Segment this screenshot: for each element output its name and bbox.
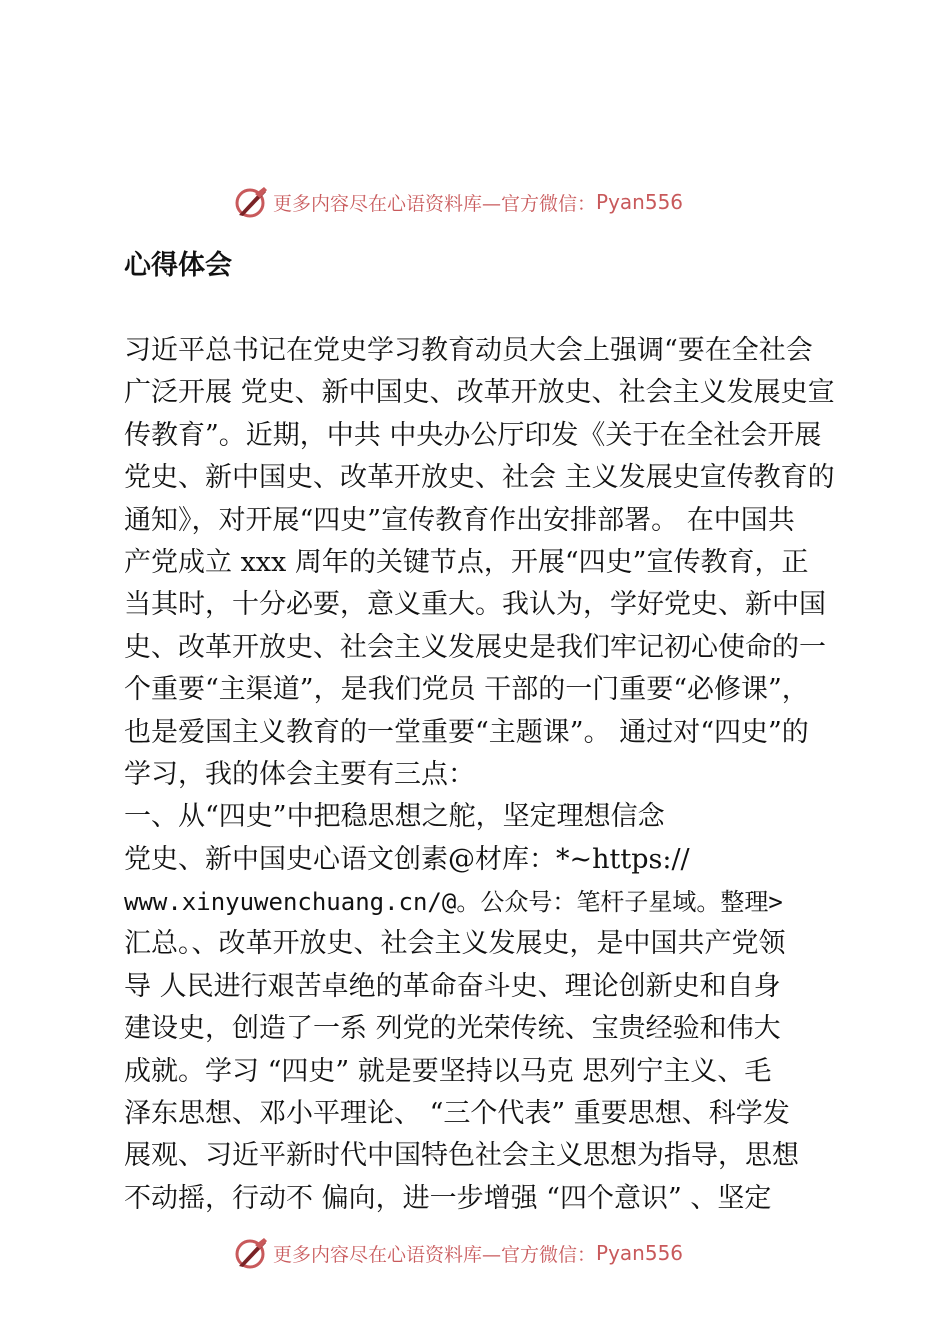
- body-line: 也是爱国主义教育的一堂重要“主题课”。 通过对“四史”的: [124, 716, 809, 748]
- body-line: 产党成立 xxx 周年的关键节点，开展“四史”宣传教育，正: [124, 546, 809, 578]
- body-line-url: www.xinyuwenchuang.cn/@。公众号：笔杆子星域。整理>: [124, 888, 783, 917]
- body-line: 广泛开展 党史、新中国史、改革开放史、社会主义发展史宣: [124, 377, 835, 409]
- body-line: 党史、新中国史、改革开放史、社会 主义发展史宣传教育的: [124, 462, 835, 494]
- body-line: 传教育”。近期，中共 中央办公厅印发《关于在全社会开展: [124, 419, 822, 451]
- watermark-text: 更多内容尽在心语资料库—官方微信：: [273, 192, 597, 215]
- body-line: 汇总。、改革开放史、社会主义发展史，是中国共产党领: [124, 928, 786, 960]
- body-line: 党史、新中国史心语文创素@材库：*~https://: [124, 843, 690, 875]
- quill-logo-icon: [233, 1235, 269, 1271]
- body-line: 成就。学习 “四史” 就是要坚持以马克 思列宁主义、毛: [124, 1055, 772, 1087]
- document-body: [124, 330, 844, 1220]
- section-heading: 一、从“四史”中把稳思想之舵，坚定理想信念: [124, 801, 665, 833]
- watermark-wechat-id: Pyan556: [596, 190, 684, 214]
- quill-logo-icon: [233, 184, 269, 220]
- body-line: 当其时，十分必要，意义重大。我认为，学好党史、新中国: [124, 589, 826, 621]
- body-line: 展观、习近平新时代中国特色社会主义思想为指导，思想: [124, 1140, 799, 1172]
- document-title: 心得体会: [124, 250, 232, 281]
- watermark-footer: [233, 1233, 753, 1273]
- body-line: 学习，我的体会主要有三点：: [124, 758, 475, 790]
- watermark-text: 更多内容尽在心语资料库—官方微信：: [273, 1243, 597, 1266]
- body-line: 导 人民进行艰苦卓绝的革命奋斗史、理论创新史和自身: [124, 970, 781, 1002]
- body-line: 建设史，创造了一系 列党的光荣传统、宝贵经验和伟大: [124, 1013, 781, 1045]
- body-line: 史、改革开放史、社会主义发展史是我们牢记初心使命的一: [124, 631, 826, 663]
- watermark-wechat-id: Pyan556: [596, 1241, 684, 1265]
- body-line: 习近平总书记在党史学习教育动员大会上强调“要在全社会: [124, 335, 813, 366]
- body-line: 通知》，对开展“四史”宣传教育作出安排部署。 在中国共: [124, 504, 795, 536]
- body-line: 泽东思想、邓小平理论、 “三个代表” 重要思想、科学发: [124, 1098, 790, 1130]
- body-line: 个重要“主渠道”，是我们党员 干部的一门重要“必修课”，: [124, 674, 809, 706]
- body-line: 不动摇，行动不 偏向，进一步增强 “四个意识” 、坚定: [124, 1182, 772, 1214]
- watermark-header: [233, 182, 753, 222]
